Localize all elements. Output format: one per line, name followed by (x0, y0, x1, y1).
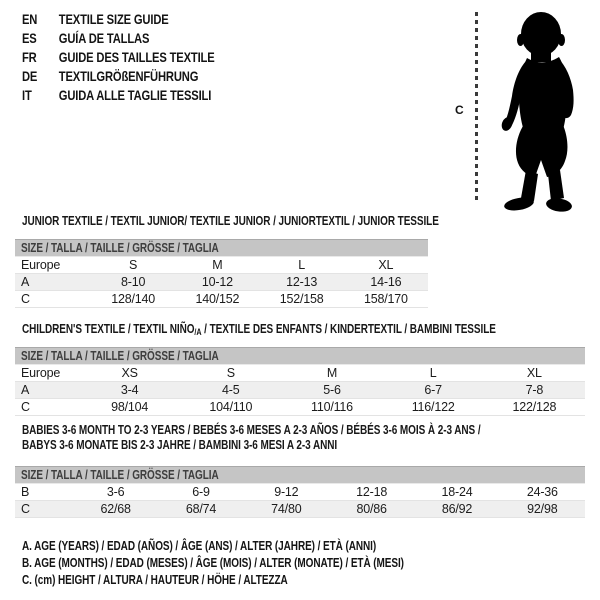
size-header-label: SIZE / TALLA / TAILLE / GRÖSSE / TAGLIA (21, 241, 219, 255)
junior-size-table (15, 256, 428, 308)
footnote-legend (22, 538, 404, 589)
value-cell: 8-10 (91, 274, 175, 291)
babies-size-header (15, 466, 585, 483)
value-cell: 18-24 (414, 484, 499, 501)
language-code: IT (22, 87, 32, 103)
table-row (15, 291, 428, 308)
language-title: GUÍA DE TALLAS (58, 30, 150, 46)
value-cell: 7-8 (484, 382, 585, 399)
children-title-prefix: CHILDREN'S TEXTILE / TEXTIL NIÑO (22, 322, 195, 336)
height-dashed-line (475, 12, 478, 204)
row-label-cell: C (15, 291, 91, 308)
language-list (22, 10, 215, 105)
value-cell: 6-9 (158, 484, 243, 501)
row-label-cell: B (15, 484, 73, 501)
value-cell: 80/86 (329, 501, 414, 518)
row-label-cell: Europe (15, 257, 91, 274)
value-cell: L (260, 257, 344, 274)
value-cell: 68/74 (158, 501, 243, 518)
language-row (22, 48, 215, 67)
value-cell: 3-6 (73, 484, 158, 501)
language-title: GUIDA ALLE TAGLIE TESSILI (58, 87, 212, 103)
value-cell: 86/92 (414, 501, 499, 518)
value-cell: 74/80 (244, 501, 329, 518)
value-cell: XS (79, 365, 180, 382)
language-title: TEXTILE SIZE GUIDE (58, 11, 169, 27)
children-title-subscript: /A (194, 327, 202, 337)
table-row (15, 257, 428, 274)
footnote-c: C. (cm) HEIGHT / ALTURA / HAUTEUR / HÖHE / ALTEZZA (22, 573, 288, 587)
value-cell: 5-6 (281, 382, 382, 399)
footnote-b: B. AGE (MONTHS) / EDAD (MESES) / ÂGE (MOIS) / ALTER (MONATE) / ETÀ (MESI) (22, 556, 404, 570)
junior-section-title: JUNIOR TEXTILE / TEXTIL JUNIOR/ TEXTILE JUNIOR / JUNIORTEXTIL / JUNIOR TESSILE (22, 214, 439, 228)
value-cell: 4-5 (180, 382, 281, 399)
babies-size-table (15, 483, 585, 518)
table-row (15, 274, 428, 291)
language-code: DE (22, 68, 38, 84)
value-cell: 12-18 (329, 484, 414, 501)
size-header-label: SIZE / TALLA / TAILLE / GRÖSSE / TAGLIA (21, 468, 219, 482)
babies-section-title-line2: BABYS 3-6 MONATE BIS 2-3 JAHRE / BAMBINI 3-6 MESI A 2-3 ANNI (22, 438, 338, 452)
table-row (15, 365, 585, 382)
height-measure-label: C (455, 103, 464, 117)
value-cell: 24-36 (500, 484, 585, 501)
junior-size-header (15, 239, 428, 256)
row-label-cell: Europe (15, 365, 79, 382)
children-section-title (22, 322, 496, 337)
table-row (15, 382, 585, 399)
value-cell: 104/110 (180, 399, 281, 416)
value-cell: 92/98 (500, 501, 585, 518)
value-cell: XL (344, 257, 428, 274)
value-cell: 6-7 (383, 382, 484, 399)
size-header-label: SIZE / TALLA / TAILLE / GRÖSSE / TAGLIA (21, 349, 219, 363)
value-cell: 10-12 (175, 274, 259, 291)
language-row (22, 10, 215, 29)
value-cell: 12-13 (260, 274, 344, 291)
value-cell: XL (484, 365, 585, 382)
value-cell: 3-4 (79, 382, 180, 399)
value-cell: 14-16 (344, 274, 428, 291)
table-row (15, 399, 585, 416)
value-cell: L (383, 365, 484, 382)
value-cell: 116/122 (383, 399, 484, 416)
language-code: ES (22, 30, 37, 46)
value-cell: 128/140 (91, 291, 175, 308)
babies-section-title-line1: BABIES 3-6 MONTH TO 2-3 YEARS / BEBÉS 3-6 MESES A 2-3 AÑOS / BÉBÉS 3-6 MOIS À 2-3 ANS / (22, 423, 481, 437)
children-size-header (15, 347, 585, 364)
language-code: FR (22, 49, 37, 65)
row-label-cell: C (15, 501, 73, 518)
language-code: EN (22, 11, 38, 27)
value-cell: S (180, 365, 281, 382)
value-cell: S (91, 257, 175, 274)
value-cell: 140/152 (175, 291, 259, 308)
value-cell: 62/68 (73, 501, 158, 518)
row-label-cell: C (15, 399, 79, 416)
value-cell: 9-12 (244, 484, 329, 501)
value-cell: M (175, 257, 259, 274)
value-cell: 152/158 (260, 291, 344, 308)
value-cell: 122/128 (484, 399, 585, 416)
value-cell: 158/170 (344, 291, 428, 308)
language-row (22, 86, 215, 105)
value-cell: 98/104 (79, 399, 180, 416)
table-row (15, 501, 585, 518)
children-size-table (15, 364, 585, 416)
row-label-cell: A (15, 382, 79, 399)
language-title: GUIDE DES TAILLES TEXTILE (58, 49, 215, 65)
value-cell: 110/116 (281, 399, 382, 416)
value-cell: M (281, 365, 382, 382)
row-label-cell: A (15, 274, 91, 291)
children-title-suffix: / TEXTILE DES ENFANTS / KINDERTEXTIL / BAMBINI TESSILE (201, 322, 496, 336)
language-row (22, 67, 215, 86)
language-row (22, 29, 215, 48)
language-title: TEXTILGRÖßENFÜHRUNG (58, 68, 199, 84)
toddler-silhouette-icon (487, 8, 592, 213)
table-row (15, 484, 585, 501)
footnote-a: A. AGE (YEARS) / EDAD (AÑOS) / ÂGE (ANS) / ALTER (JAHRE) / ETÀ (ANNI) (22, 539, 377, 553)
